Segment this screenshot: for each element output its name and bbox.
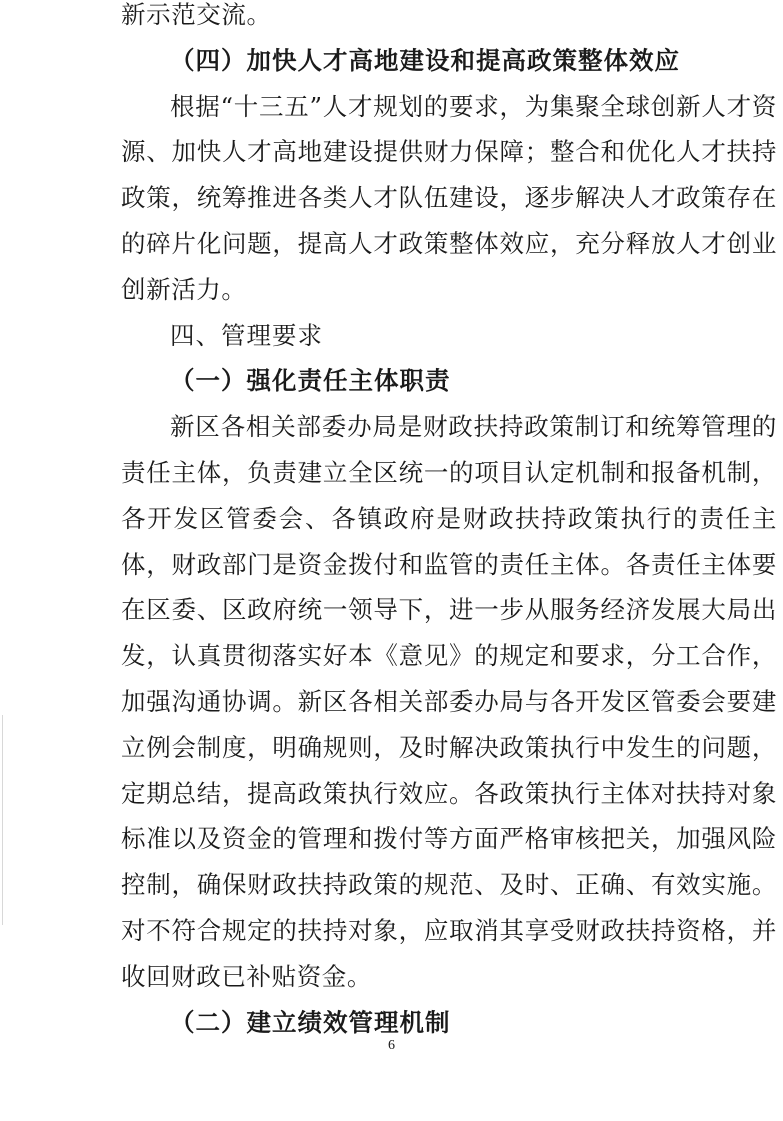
- section-4-heading: （四）加快人才高地建设和提高政策整体效应: [170, 45, 680, 75]
- part-4-heading: 四、管理要求: [170, 320, 323, 350]
- subsection-1-heading: （一）强化责任主体职责: [170, 366, 451, 396]
- section-4-paragraph: 根据“十三五”人才规划的要求，为集聚全球创新人才资源、加快人才高地建设提供财力保障；整合和优化人才扶持政策，统筹推进各类人才队伍建设，逐步解决人才政策存在的碎片化问题，提高人才政策整体效应，充分释放人才创业创新活力。: [121, 91, 777, 304]
- subsection-1-paragraph: 新区各相关部委办局是财政扶持政策制订和统筹管理的责任主体，负责建立全区统一的项目认定机制和报备机制，各开发区管委会、各镇政府是财政扶持政策执行的责任主体，财政部门是资金拨付和监管的责任主体。各责任主体要在区委、区政府统一领导下，进一步从服务经济发展大局出发，认真贯彻落实好本《意见》的规定和要求，分工合作，加强沟通协调。新区各相关部委办局与各开发区管委会要建立例会制度，明确规则，及时解决政策执行中发生的问题，定期总结，提高政策执行效应。各政策执行主体对扶持对象标准以及资金的管理和拨付等方面严格审核把关，加强风险控制，确保财政扶持政策的规范、及时、正确、有效实施。对不符合规定的扶持对象，应取消其享受财政扶持资格，并收回财政已补贴资金。: [121, 412, 777, 991]
- continuation-paragraph: 新示范交流。: [121, 0, 272, 29]
- scan-edge-mark: [2, 715, 3, 925]
- document-body: [121, 0, 777, 1045]
- subsection-2-heading: （二）建立绩效管理机制: [170, 1007, 451, 1037]
- page-number: 6: [388, 1038, 395, 1053]
